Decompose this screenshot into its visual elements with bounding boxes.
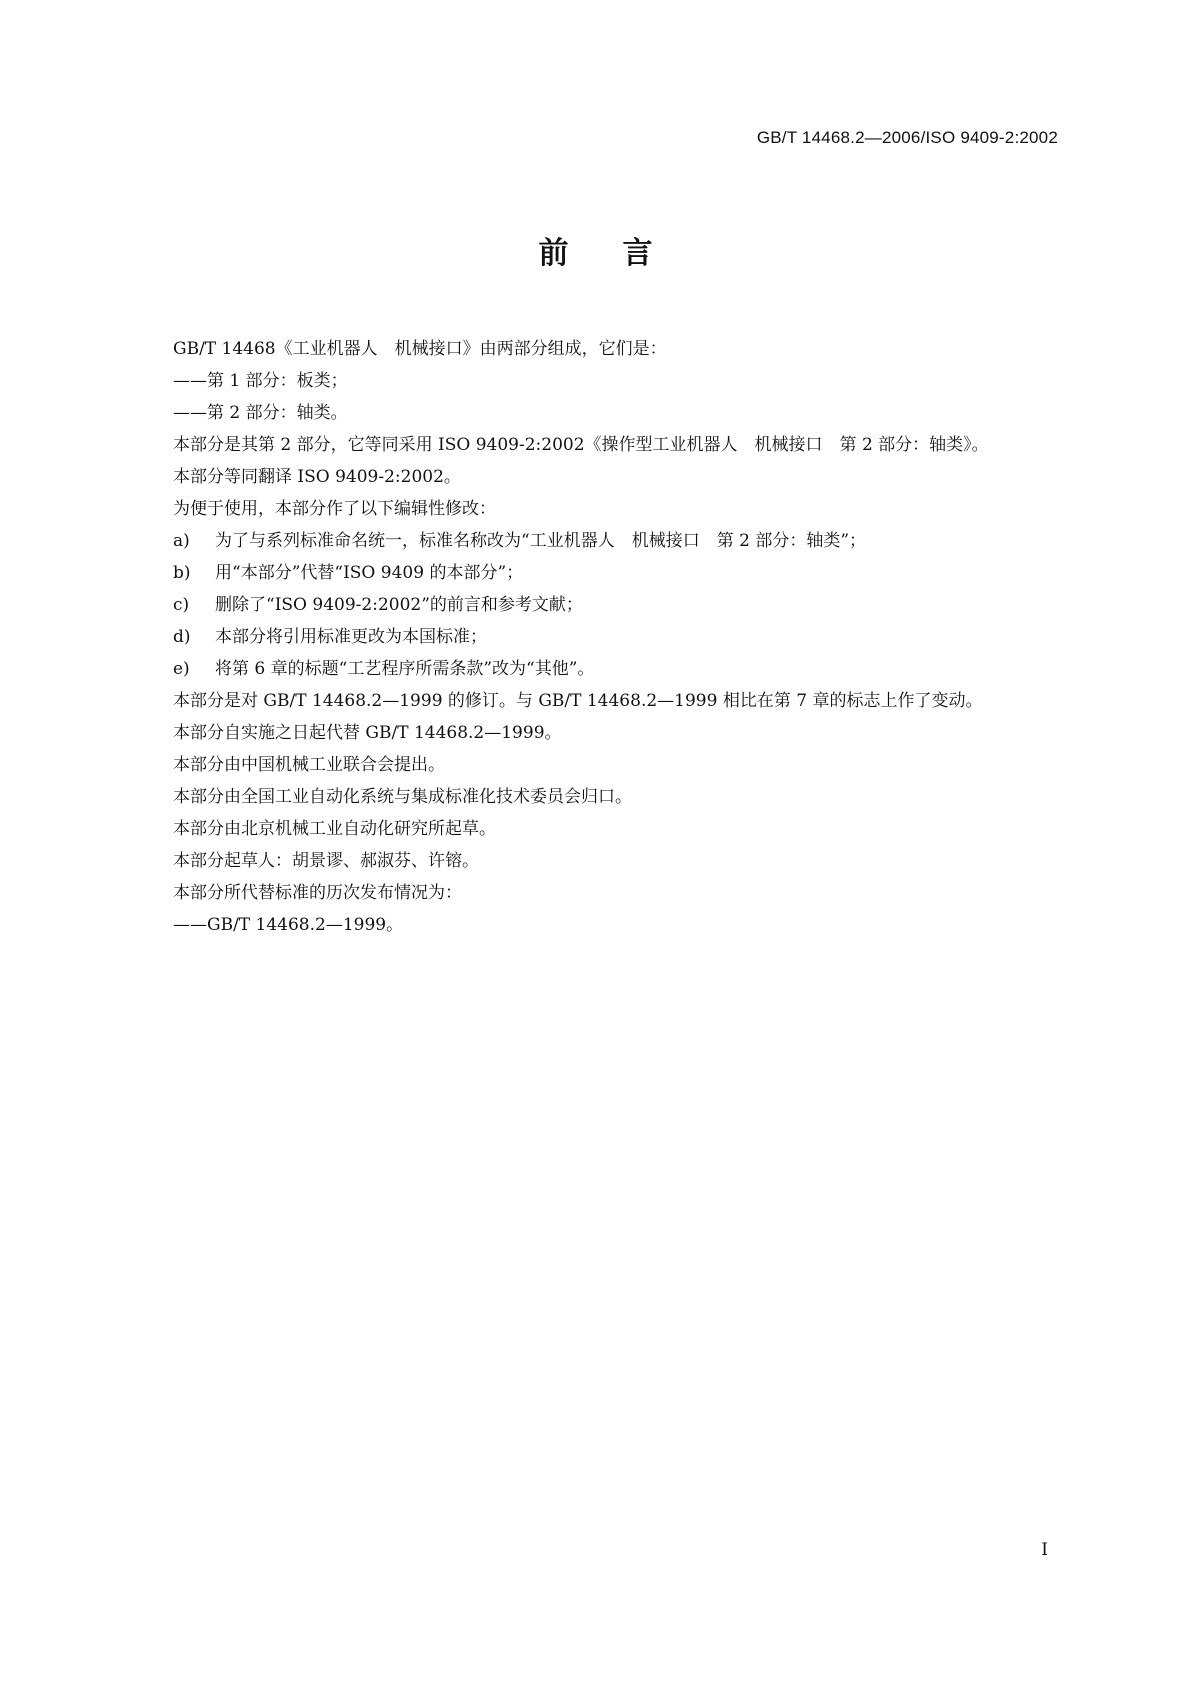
list-item-part2: ——第 2 部分：轴类。 [173,403,348,423]
page-title: 前言 [538,236,707,271]
paragraph-proposed: 本部分由中国机械工业联合会提出。 [173,755,445,775]
paragraph-drafters: 本部分起草人：胡景谬、郝淑芬、许镕。 [173,851,479,871]
paragraph-intro: GB/T 14468《工业机器人 机械接口》由两部分组成，它们是： [173,339,667,359]
paragraph-translate: 本部分等同翻译 ISO 9409-2:2002。 [173,467,461,487]
edit-item-text: 删除了“ISO 9409-2:2002”的前言和参考文献； [215,595,583,615]
edit-item-b [133,557,1058,589]
edit-item-text: 用“本部分”代替“ISO 9409 的本部分”； [215,563,524,583]
list-item-history: ——GB/T 14468.2—1999。 [173,915,404,935]
page-number: I [1041,1540,1048,1560]
edit-item-c [133,589,1058,621]
paragraph-drafted-by: 本部分由北京机械工业自动化研究所起草。 [173,819,496,839]
paragraph-managed: 本部分由全国工业自动化系统与集成标准化技术委员会归口。 [173,787,632,807]
paragraph-history-intro: 本部分所代替标准的历次发布情况为： [173,883,462,903]
document-body [133,333,1058,941]
edit-item-a [133,525,1058,557]
edit-item-text: 将第 6 章的标题“工艺程序所需条款”改为“其他”。 [215,659,595,679]
edit-item-mark: c) [173,595,190,615]
paragraph-revision: 本部分是对 GB/T 14468.2—1999 的修订。与 GB/T 14468.2—1999 相比在第 7 章的标志上作了变动。 [173,691,983,711]
edit-item-mark: e) [173,659,190,679]
edit-item-text: 本部分将引用标准更改为本国标准； [215,627,487,647]
standard-code-header: GB/T 14468.2—2006/ISO 9409-2:2002 [756,128,1058,147]
paragraph-replaces: 本部分自实施之日起代替 GB/T 14468.2—1999。 [173,723,562,743]
edit-item-mark: d) [173,627,191,647]
edit-item-mark: b) [173,563,191,583]
edit-item-e [133,653,1058,685]
edit-item-d [133,621,1058,653]
list-item-part1: ——第 1 部分：板类； [173,371,348,391]
edit-item-mark: a) [173,531,190,551]
paragraph-adopt: 本部分是其第 2 部分，它等同采用 ISO 9409-2:2002《操作型工业机器人 机械接口 第 2 部分：轴类》。 [173,435,989,455]
edit-item-text: 为了与系列标准命名统一，标准名称改为“工业机器人 机械接口 第 2 部分：轴类”； [215,531,867,551]
paragraph-edits-intro: 为便于使用，本部分作了以下编辑性修改： [173,499,496,519]
